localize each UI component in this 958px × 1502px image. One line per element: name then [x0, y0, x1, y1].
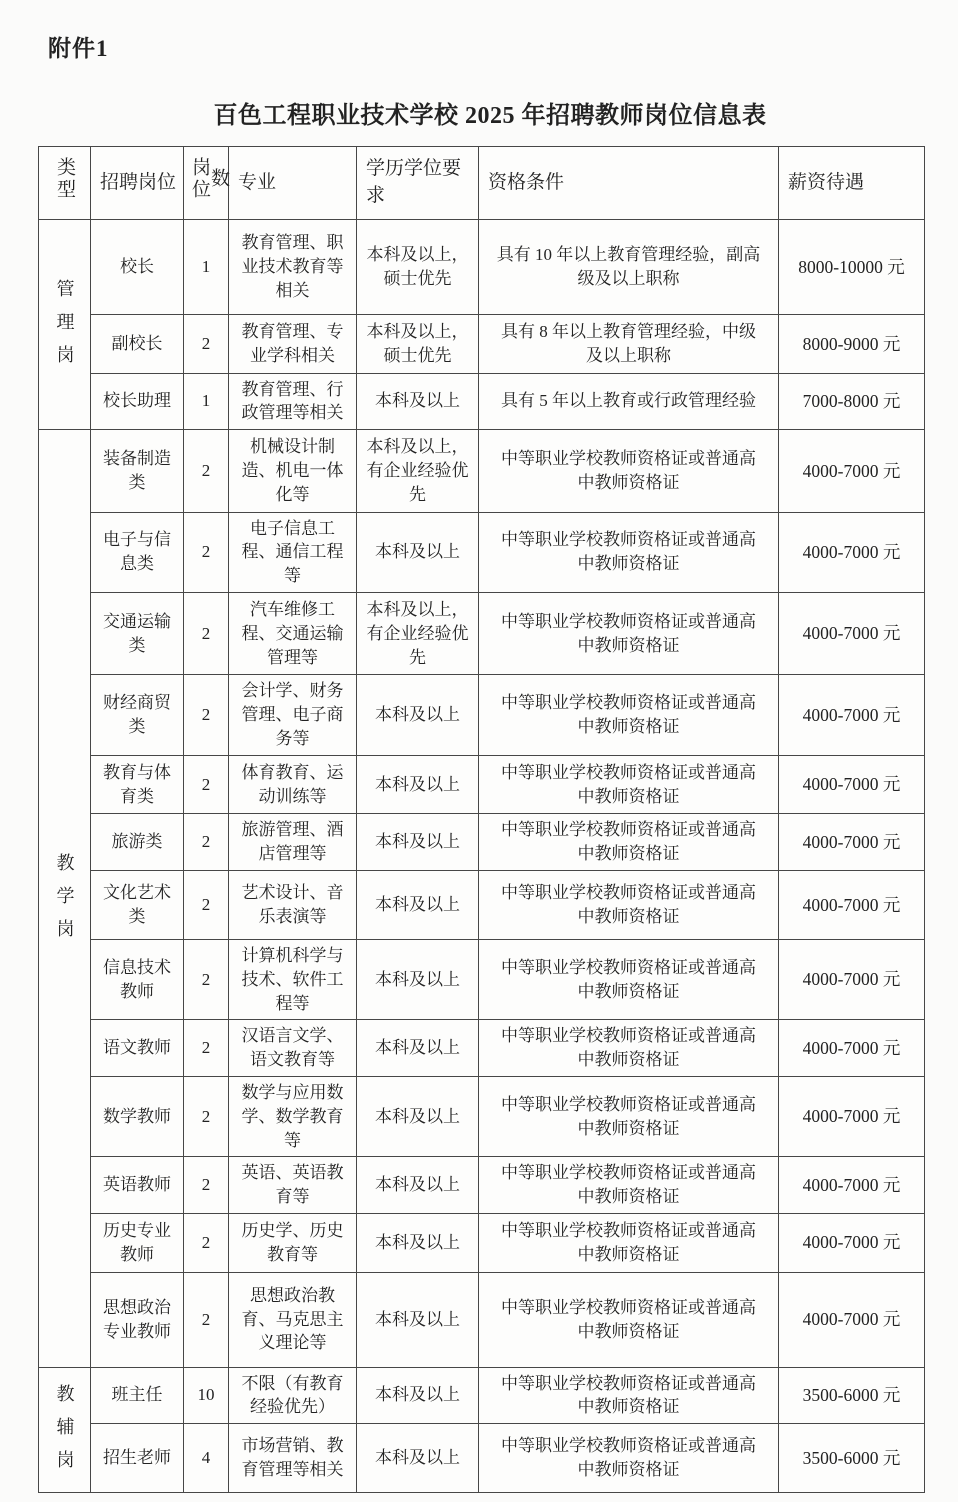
- cell-qualification: 中等职业学校教师资格证或普通高中教师资格证: [479, 814, 779, 871]
- header-major: 专业: [229, 147, 357, 220]
- group-label-text: 教学岗: [54, 852, 75, 952]
- header-salary: 薪资待遇: [779, 147, 925, 220]
- cell-major: 不限（有教育经验优先）: [229, 1367, 357, 1424]
- cell-degree: 本科及以上: [357, 755, 479, 814]
- cell-salary: 4000-7000 元: [779, 870, 925, 939]
- row-group-label: [39, 220, 91, 430]
- cell-position: 招生老师: [91, 1424, 184, 1493]
- cell-salary: 4000-7000 元: [779, 1213, 925, 1272]
- cell-major: 历史学、历史教育等: [229, 1213, 357, 1272]
- table-row: [39, 512, 925, 592]
- table-row: [39, 675, 925, 755]
- cell-count: 2: [184, 814, 229, 871]
- cell-position: 交通运输类: [91, 592, 184, 674]
- cell-degree: 本科及以上，有企业经验优先: [357, 430, 479, 512]
- cell-major: 英语、英语教育等: [229, 1157, 357, 1214]
- cell-major: 机械设计制造、机电一体化等: [229, 430, 357, 512]
- cell-major: 艺术设计、音乐表演等: [229, 870, 357, 939]
- cell-salary: 4000-7000 元: [779, 755, 925, 814]
- cell-count: 2: [184, 870, 229, 939]
- cell-qualification: 中等职业学校教师资格证或普通高中教师资格证: [479, 755, 779, 814]
- cell-major: 教育管理、专业学科相关: [229, 315, 357, 374]
- row-group-label: [39, 430, 91, 1367]
- cell-count: 2: [184, 939, 229, 1019]
- cell-qualification: 中等职业学校教师资格证或普通高中教师资格证: [479, 430, 779, 512]
- cell-major: 数学与应用数学、数学教育等: [229, 1076, 357, 1156]
- cell-count: 2: [184, 675, 229, 755]
- cell-qualification: 中等职业学校教师资格证或普通高中教师资格证: [479, 1076, 779, 1156]
- cell-salary: 4000-7000 元: [779, 1272, 925, 1367]
- cell-salary: 4000-7000 元: [779, 430, 925, 512]
- cell-count: 1: [184, 220, 229, 315]
- cell-qualification: 具有 5 年以上教育或行政管理经验: [479, 373, 779, 430]
- cell-position: 班主任: [91, 1367, 184, 1424]
- cell-salary: 8000-9000 元: [779, 315, 925, 374]
- table-row: [39, 1213, 925, 1272]
- cell-position: 信息技术教师: [91, 939, 184, 1019]
- cell-major: 思想政治教育、马克思主义理论等: [229, 1272, 357, 1367]
- cell-position: 副校长: [91, 315, 184, 374]
- cell-major: 汽车维修工程、交通运输管理等: [229, 592, 357, 674]
- cell-qualification: 中等职业学校教师资格证或普通高中教师资格证: [479, 870, 779, 939]
- cell-major: 计算机科学与技术、软件工程等: [229, 939, 357, 1019]
- cell-salary: 4000-7000 元: [779, 675, 925, 755]
- cell-degree: 本科及以上: [357, 1076, 479, 1156]
- table-row: [39, 1076, 925, 1156]
- cell-count: 2: [184, 1076, 229, 1156]
- table-row: [39, 430, 925, 512]
- table-body: [39, 220, 925, 1493]
- cell-major: 旅游管理、酒店管理等: [229, 814, 357, 871]
- cell-qualification: 具有 8 年以上教育管理经验，中级及以上职称: [479, 315, 779, 374]
- cell-count: 2: [184, 1020, 229, 1077]
- cell-qualification: 中等职业学校教师资格证或普通高中教师资格证: [479, 1424, 779, 1493]
- cell-degree: 本科及以上: [357, 870, 479, 939]
- cell-degree: 本科及以上: [357, 1213, 479, 1272]
- row-group-label: [39, 1367, 91, 1493]
- header-row: [39, 147, 925, 220]
- cell-qualification: 中等职业学校教师资格证或普通高中教师资格证: [479, 1272, 779, 1367]
- cell-degree: 本科及以上: [357, 675, 479, 755]
- attachment-label: 附件1: [48, 36, 109, 61]
- cell-count: 2: [184, 512, 229, 592]
- table-row: [39, 1424, 925, 1493]
- table-row: [39, 755, 925, 814]
- cell-count: 2: [184, 1272, 229, 1367]
- cell-qualification: 中等职业学校教师资格证或普通高中教师资格证: [479, 1157, 779, 1214]
- cell-position: 电子与信息类: [91, 512, 184, 592]
- cell-salary: 4000-7000 元: [779, 1157, 925, 1214]
- cell-salary: 4000-7000 元: [779, 592, 925, 674]
- table-row: [39, 870, 925, 939]
- cell-qualification: 中等职业学校教师资格证或普通高中教师资格证: [479, 512, 779, 592]
- table-row: [39, 592, 925, 674]
- cell-qualification: 中等职业学校教师资格证或普通高中教师资格证: [479, 1367, 779, 1424]
- cell-qualification: 中等职业学校教师资格证或普通高中教师资格证: [479, 939, 779, 1019]
- cell-degree: 本科及以上: [357, 1424, 479, 1493]
- cell-degree: 本科及以上: [357, 1020, 479, 1077]
- positions-table: [38, 146, 925, 1493]
- cell-salary: 7000-8000 元: [779, 373, 925, 430]
- cell-degree: 本科及以上，有企业经验优先: [357, 592, 479, 674]
- cell-count: 2: [184, 755, 229, 814]
- table-row: [39, 220, 925, 315]
- cell-degree: 本科及以上，硕士优先: [357, 315, 479, 374]
- table-header: [39, 147, 925, 220]
- cell-position: 校长助理: [91, 373, 184, 430]
- cell-position: 语文教师: [91, 1020, 184, 1077]
- cell-position: 教育与体育类: [91, 755, 184, 814]
- cell-salary: 4000-7000 元: [779, 512, 925, 592]
- table-row: [39, 1157, 925, 1214]
- cell-major: 会计学、财务管理、电子商务等: [229, 675, 357, 755]
- cell-count: 1: [184, 373, 229, 430]
- cell-salary: 3500-6000 元: [779, 1367, 925, 1424]
- cell-salary: 4000-7000 元: [779, 814, 925, 871]
- cell-major: 教育管理、行政管理等相关: [229, 373, 357, 430]
- cell-salary: 8000-10000 元: [779, 220, 925, 315]
- cell-qualification: 中等职业学校教师资格证或普通高中教师资格证: [479, 1020, 779, 1077]
- cell-position: 装备制造类: [91, 430, 184, 512]
- cell-qualification: 具有 10 年以上教育管理经验，副高级及以上职称: [479, 220, 779, 315]
- table-row: [39, 1272, 925, 1367]
- cell-major: 电子信息工程、通信工程等: [229, 512, 357, 592]
- table-row: [39, 315, 925, 374]
- cell-position: 校长: [91, 220, 184, 315]
- cell-degree: 本科及以上: [357, 1367, 479, 1424]
- table-row: [39, 1020, 925, 1077]
- cell-major: 汉语言文学、语文教育等: [229, 1020, 357, 1077]
- cell-qualification: 中等职业学校教师资格证或普通高中教师资格证: [479, 1213, 779, 1272]
- table-row: [39, 1367, 925, 1424]
- group-label-text: 教辅岗: [54, 1384, 75, 1484]
- cell-major: 市场营销、教育管理等相关: [229, 1424, 357, 1493]
- cell-position: 文化艺术类: [91, 870, 184, 939]
- cell-degree: 本科及以上: [357, 373, 479, 430]
- cell-qualification: 中等职业学校教师资格证或普通高中教师资格证: [479, 592, 779, 674]
- cell-position: 旅游类: [91, 814, 184, 871]
- cell-salary: 3500-6000 元: [779, 1424, 925, 1493]
- cell-degree: 本科及以上: [357, 1272, 479, 1367]
- header-position: 招聘岗位: [91, 147, 184, 220]
- cell-count: 2: [184, 592, 229, 674]
- table-row: [39, 373, 925, 430]
- cell-degree: 本科及以上: [357, 939, 479, 1019]
- cell-salary: 4000-7000 元: [779, 939, 925, 1019]
- cell-position: 英语教师: [91, 1157, 184, 1214]
- cell-degree: 本科及以上: [357, 814, 479, 871]
- cell-position: 财经商贸类: [91, 675, 184, 755]
- cell-count: 2: [184, 1213, 229, 1272]
- cell-count: 4: [184, 1424, 229, 1493]
- cell-major: 教育管理、职业技术教育等相关: [229, 220, 357, 315]
- cell-position: 数学教师: [91, 1076, 184, 1156]
- page-title: 百色工程职业技术学校 2025 年招聘教师岗位信息表: [213, 103, 767, 129]
- cell-salary: 4000-7000 元: [779, 1020, 925, 1077]
- cell-salary: 4000-7000 元: [779, 1076, 925, 1156]
- cell-count: 10: [184, 1367, 229, 1424]
- cell-degree: 本科及以上: [357, 1157, 479, 1214]
- header-type: 类型: [39, 147, 91, 220]
- cell-position: 思想政治专业教师: [91, 1272, 184, 1367]
- cell-count: 2: [184, 315, 229, 374]
- table-row: [39, 939, 925, 1019]
- header-count: 岗位数: [184, 147, 229, 220]
- cell-count: 2: [184, 1157, 229, 1214]
- cell-position: 历史专业教师: [91, 1213, 184, 1272]
- cell-qualification: 中等职业学校教师资格证或普通高中教师资格证: [479, 675, 779, 755]
- cell-count: 2: [184, 430, 229, 512]
- header-degree: 学历学位要求: [357, 147, 479, 220]
- table-row: [39, 814, 925, 871]
- header-qualification: 资格条件: [479, 147, 779, 220]
- cell-major: 体育教育、运动训练等: [229, 755, 357, 814]
- cell-degree: 本科及以上: [357, 512, 479, 592]
- cell-degree: 本科及以上，硕士优先: [357, 220, 479, 315]
- group-label-text: 管理岗: [54, 279, 75, 379]
